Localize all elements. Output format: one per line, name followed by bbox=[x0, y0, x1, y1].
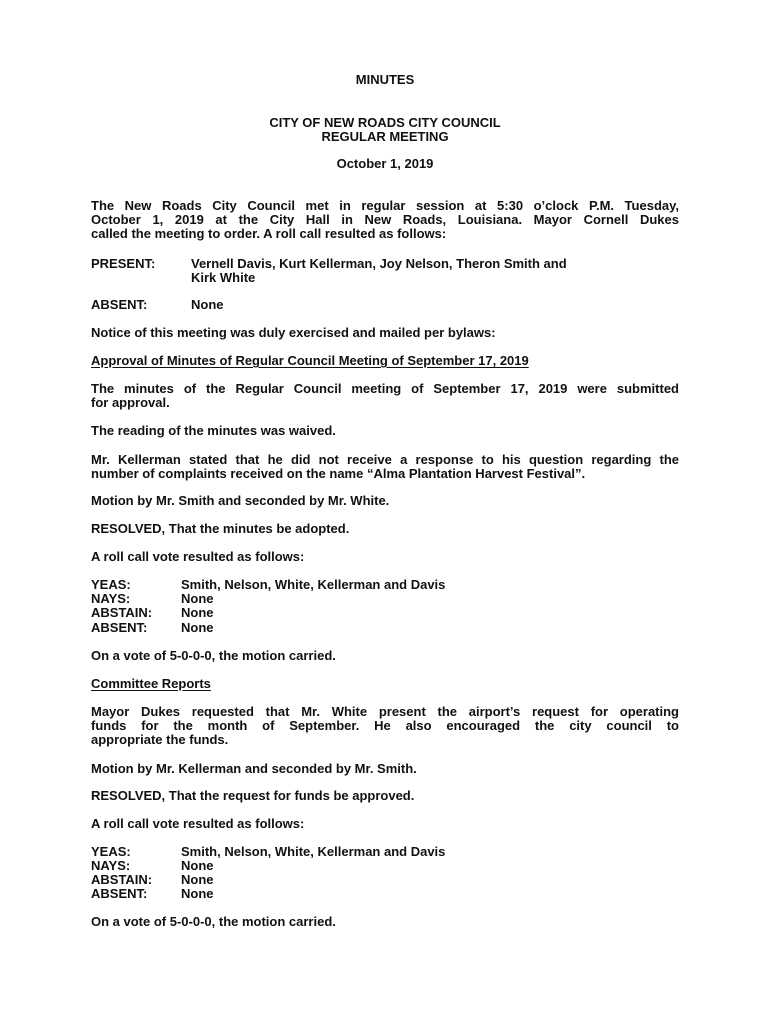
section-heading-committee-reports: Committee Reports bbox=[91, 676, 211, 691]
airport-request-line-3: appropriate the funds. bbox=[91, 732, 229, 747]
vote-value-absent: None bbox=[181, 886, 214, 901]
vote-label-yeas: YEAS: bbox=[91, 844, 131, 859]
resolved-text-2: RESOLVED, That the request for funds be approved. bbox=[91, 788, 415, 803]
vote-value-nays: None bbox=[181, 858, 214, 873]
vote-value-nays: None bbox=[181, 591, 214, 606]
intro-line-1: The New Roads City Council met in regular session at 5:30 o’clock P.M. Tuesday, bbox=[91, 198, 679, 213]
vote-value-yeas: Smith, Nelson, White, Kellerman and Davis bbox=[181, 844, 446, 859]
vote-label-absent: ABSENT: bbox=[91, 620, 148, 635]
motion-text-2: Motion by Mr. Kellerman and seconded by Mr. Smith. bbox=[91, 761, 417, 776]
meeting-date: October 1, 2019 bbox=[336, 156, 434, 171]
section-heading-approval-of-minutes: Approval of Minutes of Regular Council Meeting of September 17, 2019 bbox=[91, 353, 529, 368]
minutes-submitted-line-1: The minutes of the Regular Council meeting of September 17, 2019 were submitted bbox=[91, 381, 679, 396]
vote-label-nays: NAYS: bbox=[91, 591, 131, 606]
kellerman-statement-line-1: Mr. Kellerman stated that he did not receive a response to his question regarding the bbox=[91, 452, 679, 467]
vote-result-1: On a vote of 5-0-0-0, the motion carried. bbox=[91, 648, 336, 663]
resolved-text-1: RESOLVED, That the minutes be adopted. bbox=[91, 521, 350, 536]
present-names-line-1: Vernell Davis, Kurt Kellerman, Joy Nelson, Theron Smith and bbox=[191, 256, 567, 271]
vote-value-absent: None bbox=[181, 620, 214, 635]
vote-label-yeas: YEAS: bbox=[91, 577, 131, 592]
vote-label-nays: NAYS: bbox=[91, 858, 131, 873]
document-title: MINUTES bbox=[355, 72, 415, 87]
rollcall-text-2: A roll call vote resulted as follows: bbox=[91, 816, 305, 831]
airport-request-line-1: Mayor Dukes requested that Mr. White present the airport’s request for operating bbox=[91, 704, 679, 719]
notice-text: Notice of this meeting was duly exercised and mailed per bylaws: bbox=[91, 325, 496, 340]
vote-label-absent: ABSENT: bbox=[91, 886, 148, 901]
vote-value-abstain: None bbox=[181, 872, 214, 887]
minutes-submitted-line-2: for approval. bbox=[91, 395, 170, 410]
vote-value-yeas: Smith, Nelson, White, Kellerman and Davis bbox=[181, 577, 446, 592]
reading-waived-text: The reading of the minutes was waived. bbox=[91, 423, 336, 438]
absent-label: ABSENT: bbox=[91, 297, 148, 312]
meeting-type: REGULAR MEETING bbox=[321, 129, 449, 144]
intro-line-2: October 1, 2019 at the City Hall in New Roads, Louisiana. Mayor Cornell Dukes bbox=[91, 212, 679, 227]
motion-text-1: Motion by Mr. Smith and seconded by Mr. White. bbox=[91, 493, 390, 508]
vote-result-2: On a vote of 5-0-0-0, the motion carried. bbox=[91, 914, 336, 929]
intro-line-3: called the meeting to order. A roll call resulted as follows: bbox=[91, 226, 447, 241]
organization-name: CITY OF NEW ROADS CITY COUNCIL bbox=[269, 115, 501, 130]
vote-value-abstain: None bbox=[181, 605, 214, 620]
kellerman-statement-line-2: number of complaints received on the name “Alma Plantation Harvest Festival”. bbox=[91, 466, 586, 481]
present-label: PRESENT: bbox=[91, 256, 156, 271]
airport-request-line-2: funds for the month of September. He also encouraged the city council to bbox=[91, 718, 679, 733]
rollcall-text-1: A roll call vote resulted as follows: bbox=[91, 549, 305, 564]
present-names-line-2: Kirk White bbox=[191, 270, 256, 285]
absent-value: None bbox=[191, 297, 224, 312]
vote-label-abstain: ABSTAIN: bbox=[91, 872, 153, 887]
vote-label-abstain: ABSTAIN: bbox=[91, 605, 153, 620]
